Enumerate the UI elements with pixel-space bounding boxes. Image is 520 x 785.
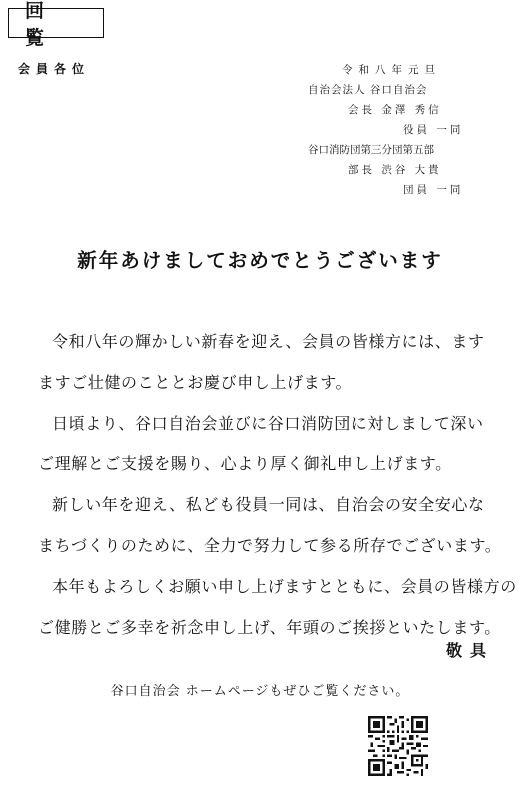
- body-line: 日頃より、谷口自治会並びに谷口消防団に対しまして深い: [52, 413, 484, 433]
- letter-date: 令和八年元旦: [342, 64, 441, 76]
- body-line: 本年もよろしくお願い申し上げますとともに、会員の皆様方の: [52, 576, 517, 596]
- letter-body: [38, 322, 517, 648]
- circulation-stamp: 回 覧: [8, 8, 104, 38]
- footer-note: 谷口自治会 ホームページもぜひご覧ください。: [110, 684, 410, 699]
- body-line: まちづくりのために、全力で努力して参る所存でございます。: [38, 535, 502, 555]
- qr-code-icon[interactable]: [368, 716, 428, 776]
- sender-head: 部長 渋谷 大貴: [348, 164, 442, 176]
- recipients-line: 会員各位: [18, 62, 91, 76]
- sender-org-1: 自治会法人 谷口自治会: [308, 84, 428, 96]
- body-line: ご健勝とご多幸を祈念申し上げ、年頭のご挨拶といたします。: [38, 617, 501, 637]
- body-line: 新しい年を迎え、私ども役員一同は、自治会の安全安心な: [52, 495, 485, 515]
- sender-org-2: 谷口消防団第三分団第五部: [308, 144, 434, 156]
- sender-officers: 役員 一同: [403, 124, 464, 136]
- greeting-title: 新年あけましておめでとうございます: [77, 249, 443, 272]
- closing-remark: 敬具: [446, 641, 495, 660]
- body-line: 令和八年の輝かしい新春を迎え、会員の皆様方には、ます: [52, 332, 485, 351]
- body-line: ますご壮健のこととお慶び申し上げます。: [38, 372, 353, 392]
- sender-members: 団員 一同: [403, 184, 464, 196]
- sender-block: [308, 60, 498, 200]
- body-line: ご理解とご支援を賜り、心より厚く御礼申し上げます。: [38, 454, 452, 474]
- sender-chair: 会長 金澤 秀信: [348, 104, 442, 116]
